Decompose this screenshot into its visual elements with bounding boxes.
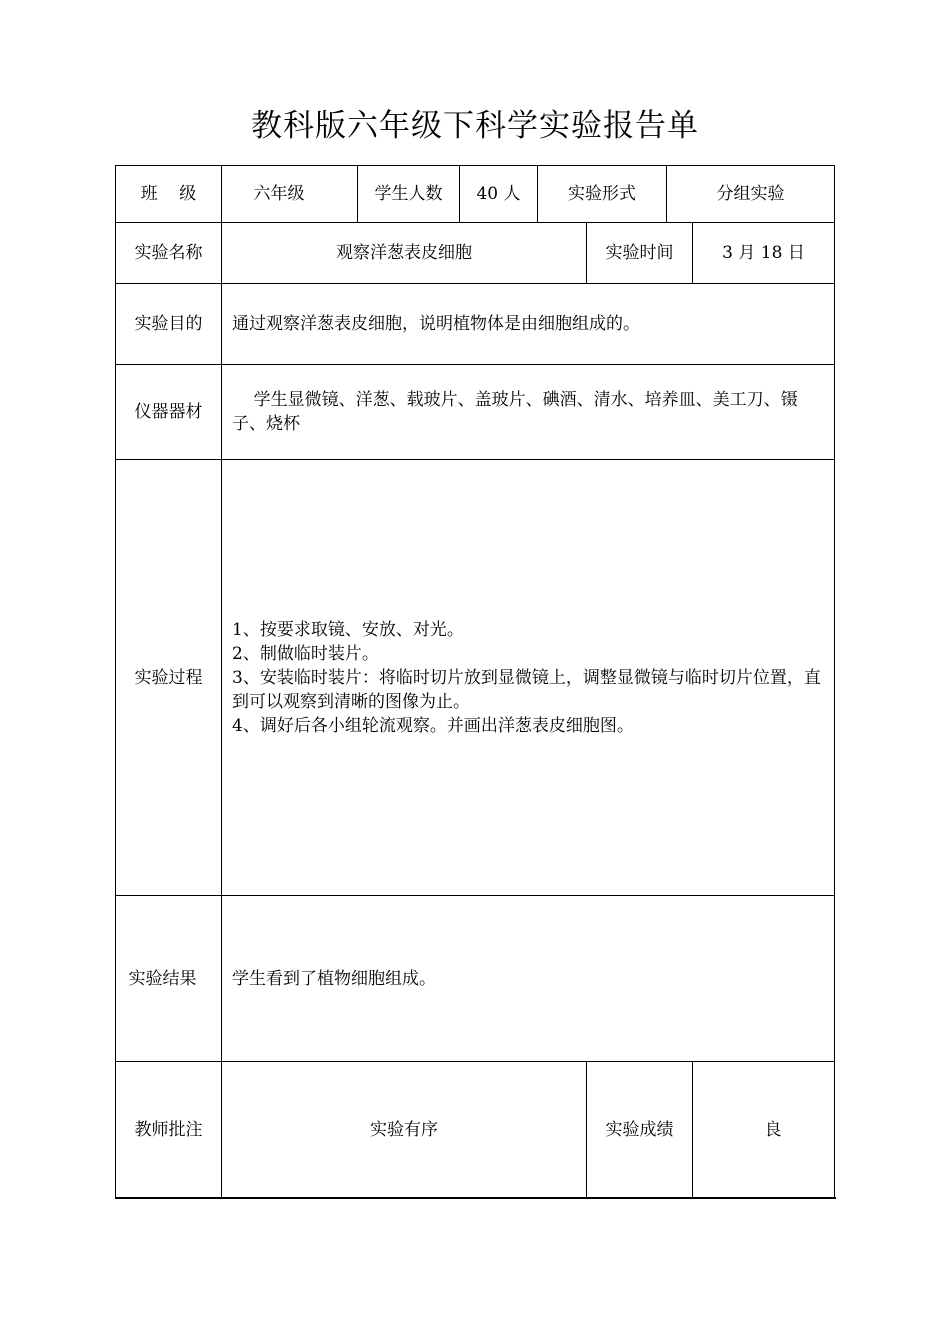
process-step: 2、制做临时装片。 bbox=[232, 643, 379, 664]
form-label: 实验形式 bbox=[568, 184, 636, 204]
process-step: 3、安装临时装片：将临时切片放到显微镜上，调整显微镜与临时切片位置，直到可以观察到清晰的图像为止。 bbox=[232, 667, 821, 712]
equipment-text: 学生显微镜、洋葱、载玻片、盖玻片、碘酒、清水、培养皿、美工刀、镊子、烧杯 bbox=[232, 390, 798, 434]
experiment-time-label: 实验时间 bbox=[605, 243, 674, 263]
purpose-value: 通过观察洋葱表皮细胞，说明植物体是由细胞组成的。 bbox=[232, 314, 640, 334]
class-value: 六年级 bbox=[253, 184, 305, 204]
table-border-right bbox=[834, 165, 835, 1199]
teacher-note-value: 实验有序 bbox=[370, 1119, 438, 1140]
page-title: 教科版六年级下科学实验报告单 bbox=[251, 108, 699, 144]
equipment-value bbox=[222, 365, 834, 459]
grade-value: 良 bbox=[764, 1119, 782, 1140]
process-value bbox=[222, 460, 834, 895]
students-label: 学生人数 bbox=[374, 184, 443, 204]
equipment-label: 仪器器材 bbox=[134, 402, 203, 422]
grade-label: 实验成绩 bbox=[605, 1119, 674, 1140]
class-label: 班 级 bbox=[140, 184, 197, 204]
teacher-note-label: 教师批注 bbox=[134, 1119, 203, 1140]
experiment-name-value: 观察洋葱表皮细胞 bbox=[336, 243, 472, 263]
table-border-bottom bbox=[115, 1197, 836, 1199]
process-steps bbox=[232, 618, 828, 738]
form-value: 分组实验 bbox=[716, 184, 785, 204]
experiment-name-label: 实验名称 bbox=[134, 243, 203, 263]
students-value: 40 人 bbox=[476, 184, 521, 204]
process-step: 4、调好后各小组轮流观察。并画出洋葱表皮细胞图。 bbox=[232, 715, 634, 736]
experiment-time-value: 3 月 18 日 bbox=[722, 243, 805, 263]
process-step: 1、按要求取镜、安放、对光。 bbox=[232, 619, 464, 640]
purpose-label: 实验目的 bbox=[134, 314, 203, 334]
process-label: 实验过程 bbox=[134, 667, 203, 688]
result-label: 实验结果 bbox=[128, 968, 197, 989]
result-value: 学生看到了植物细胞组成。 bbox=[232, 968, 436, 989]
